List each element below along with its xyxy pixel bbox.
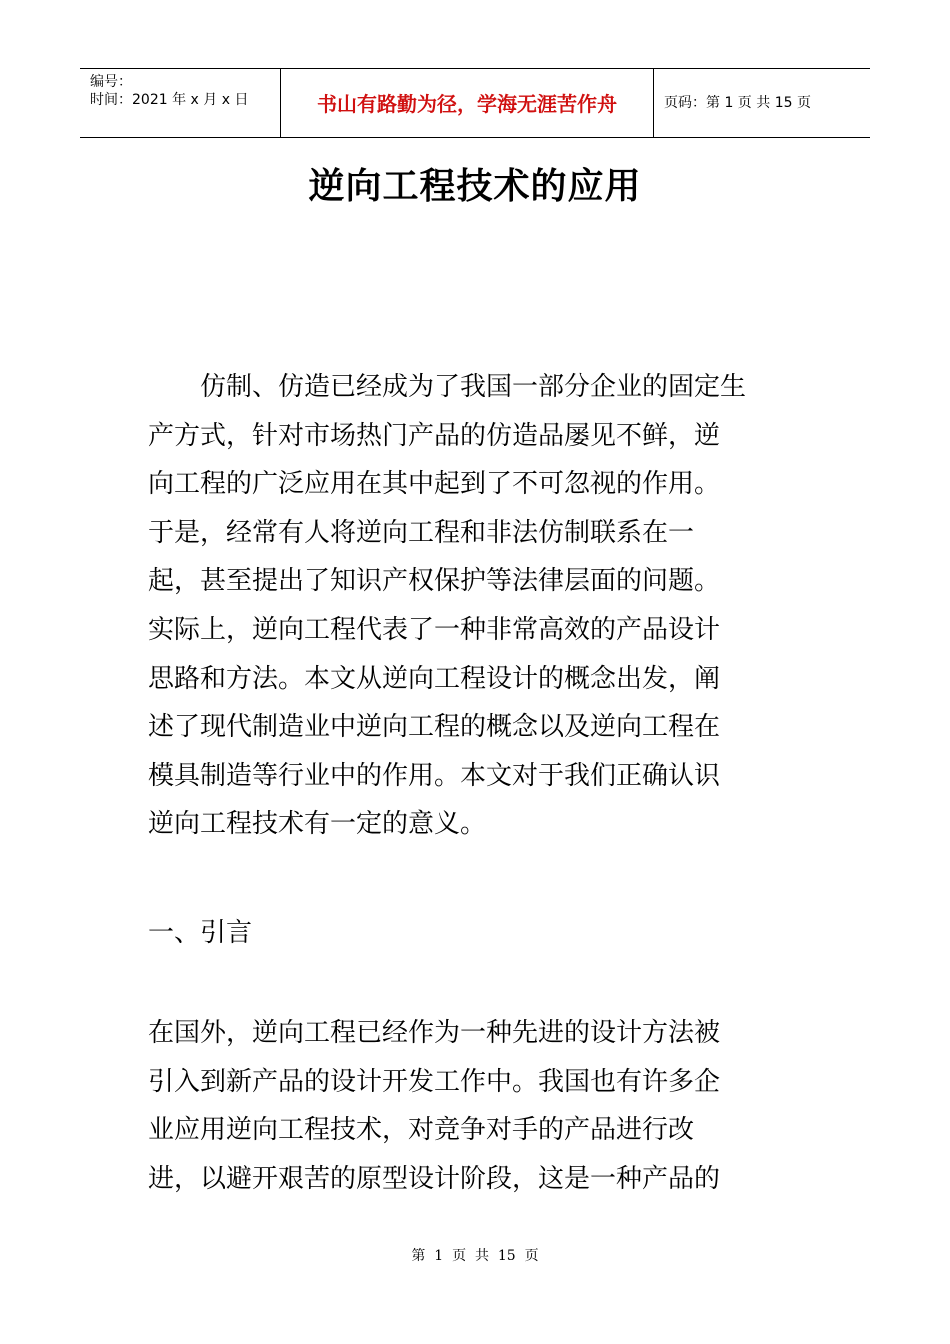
motto-text: 书山有路勤为径，学海无涯苦作舟 — [317, 92, 617, 116]
paragraph-line: 仿制、仿造已经成为了我国一部分企业的固定生 — [148, 372, 747, 402]
number-label: 编号： — [90, 74, 132, 90]
section-heading-text: 一、引言 — [148, 918, 253, 948]
paragraph-line: 向工程的广泛应用在其中起到了不可忽视的作用。 — [148, 469, 721, 500]
paragraph-line: 逆向工程技术有一定的意义。 — [148, 809, 487, 840]
paragraph-line: 业应用逆向工程技术，对竞争对手的产品进行改 — [148, 1115, 695, 1146]
paragraph-line: 述了现代制造业中逆向工程的概念以及逆向工程在 — [148, 712, 721, 743]
paragraph-intro — [148, 363, 808, 849]
section-heading — [148, 909, 808, 958]
paragraph-line: 实际上，逆向工程代表了一种非常高效的产品设计 — [148, 614, 721, 645]
paragraph-line: 模具制造等行业中的作用。本文对于我们正确认识 — [148, 760, 721, 791]
header-motto-cell — [281, 69, 654, 137]
time-label: 时间：2021 年 x 月 x 日 — [90, 92, 249, 108]
page-footer: 第 1 页 共 15 页 — [411, 1248, 539, 1264]
paragraph-line: 在国外，逆向工程已经作为一种先进的设计方法被 — [148, 1018, 721, 1048]
paragraph-line: 起，甚至提出了知识产权保护等法律层面的问题。 — [148, 566, 721, 597]
document-title: 逆向工程技术的应用 — [308, 165, 642, 207]
paragraph-line: 引入到新产品的设计开发工作中。我国也有许多企 — [148, 1066, 721, 1097]
paragraph-section1 — [148, 1009, 808, 1203]
header-page-cell — [654, 69, 870, 137]
page-code: 页码：第 1 页 共 15 页 — [664, 95, 811, 111]
paragraph-line: 思路和方法。本文从逆向工程设计的概念出发，阐 — [148, 663, 721, 694]
paragraph-line: 产方式，针对市场热门产品的仿造品屡见不鲜，逆 — [148, 420, 721, 451]
header-info-cell — [80, 69, 281, 137]
document-header — [80, 68, 870, 138]
paragraph-line: 进，以避开艰苦的原型设计阶段，这是一种产品的 — [148, 1163, 721, 1194]
paragraph-line: 于是，经常有人将逆向工程和非法仿制联系在一 — [148, 517, 695, 548]
